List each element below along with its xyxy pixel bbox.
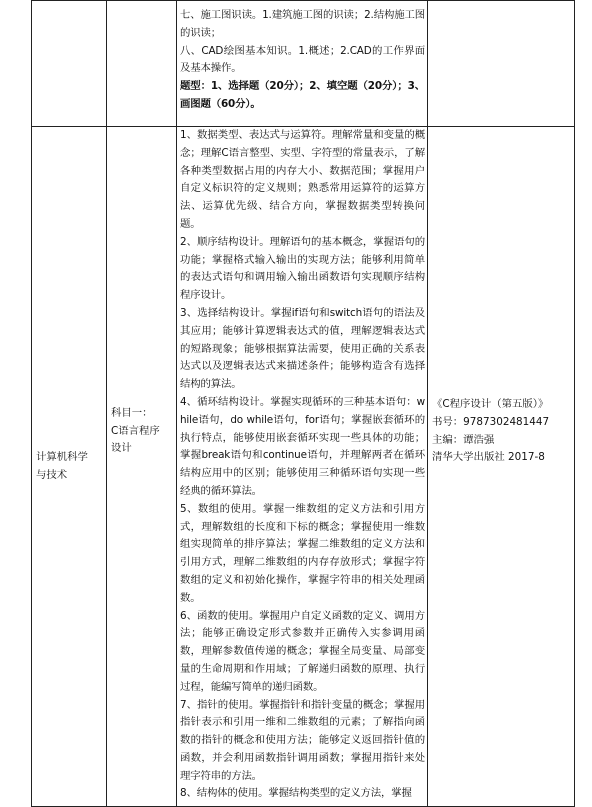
content-paragraph: 8、结构体的使用。掌握结构类型的定义方法，掌握 (180, 787, 412, 800)
table-row (32, 1, 575, 127)
subject-line: 设计 (111, 442, 132, 455)
book-title: 《C程序设计（第五版）》 (432, 397, 549, 410)
category-line: 计算机科学 (36, 450, 88, 463)
question-types: 题型：1、选择题（20分）；2、填空题（20分）；3、画图题（60分）。 (180, 80, 425, 110)
book-editor: 主编：谭浩强 (432, 433, 495, 446)
category-cell-empty (32, 1, 107, 127)
content-paragraph: 3、选择结构设计。掌握if语句和switch语句的语法及其应用；能够计算逻辑表达式的值，理解逻辑表达式的短路现象；能够根据算法需要，使用正确的关系表达式以及逻辑表达式来描述条件；能够构造含有选择结构的算法。 (180, 306, 425, 391)
content-cell (177, 127, 428, 807)
subject-line: C语言程序 (111, 424, 160, 437)
content-paragraph: 7、指针的使用。掌握指针和指针变量的概念；掌握用指针表示和引用一维和二维数组的元素；了解指向函数的指针的概念和使用方法；能够定义返回指针值的函数，并会利用函数指针调用函数；掌握用指针来处理字符串的方法。 (180, 698, 425, 782)
content-paragraph: 5、数组的使用。掌握一维数组的定义方法和引用方式，理解数组的长度和下标的概念；掌握使用一维数组实现简单的排序算法；掌握二维数组的定义方法和引用方式，理解二维数组的内存存放形式；掌握字符数组的定义和初始化操作，掌握字符串的相关处理函数。 (180, 502, 425, 604)
content-cell (177, 1, 428, 127)
syllabus-table (31, 0, 575, 807)
content-paragraph: 6、函数的使用。掌握用户自定义函数的定义、调用方法；能够正确设定形式参数并正确传入实参调用函数，理解参数值传递的概念；掌握全局变量、局部变量的生命周期和作用域；了解递归函数的原理、执行过程，能编写简单的递归函数。 (180, 609, 425, 693)
content-paragraph: 七、施工图识读。1.建筑施工图的识读；2.结构施工图的识读； (180, 9, 425, 39)
table-row (32, 127, 575, 807)
subject-line: 科目一： (111, 406, 153, 419)
book-cell-empty (428, 1, 575, 127)
content-paragraph: 八、CAD绘图基本知识。1.概述；2.CAD的工作界面及基本操作。 (180, 44, 425, 75)
subject-cell-empty (107, 1, 177, 127)
category-cell (32, 127, 107, 807)
book-publisher: 清华大学出版社 2017-8 (432, 451, 545, 464)
book-cell (428, 127, 575, 807)
category-line: 与技术 (36, 468, 68, 481)
content-paragraph: 2、顺序结构设计。理解语句的基本概念，掌握语句的功能；掌握格式输入输出的实现方法；能够利用简单的表达式语句和调用输入输出函数语句实现顺序结构程序设计。 (180, 235, 425, 302)
subject-cell (107, 127, 177, 807)
content-paragraph: 4、循环结构设计。掌握实现循环的三种基本语句：while语句，do while语句，for语句；掌握嵌套循环的执行特点，能够使用嵌套循环实现一些具体的功能；掌握break语句和continue语句，并理解两者在循环结构应用中的区别；能够使用三种循环语句实现一些经典的循环算法。 (180, 395, 425, 497)
content-paragraph: 1、数据类型、表达式与运算符。理解常量和变量的概念；理解C语言整型、实型、字符型的常量表示，了解各种类型数据占用的内存大小、数据范围；掌握用户自定义标识符的定义规则；熟悉常用运算符的运算方法、运算优先级、结合方向，掌握数据类型转换问题。 (180, 129, 425, 230)
book-isbn: 书号：9787302481447 (432, 415, 550, 428)
